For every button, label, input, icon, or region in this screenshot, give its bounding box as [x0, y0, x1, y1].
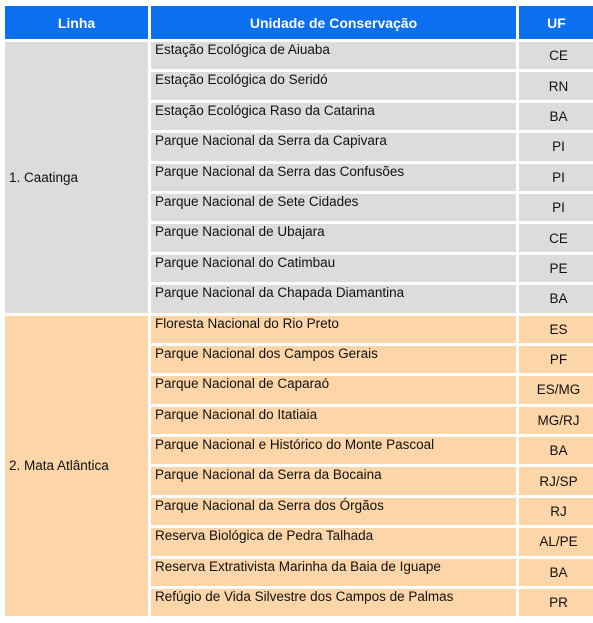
unit-name-cell: Parque Nacional de Sete Cidades [151, 194, 516, 221]
header-uf: UF [519, 6, 593, 39]
uf-cell: AL/PE [519, 528, 593, 555]
uf-cell: PR [519, 589, 593, 616]
unit-name-cell: Parque Nacional do Itatiaia [151, 407, 516, 434]
table-row [5, 316, 593, 343]
uf-cell: ES/MG [519, 376, 593, 403]
unit-name-cell: Parque Nacional da Serra da Capivara [151, 133, 516, 160]
uf-cell: PI [519, 194, 593, 221]
uf-cell: BA [519, 559, 593, 586]
header-row [5, 6, 593, 39]
uf-cell: MG/RJ [519, 407, 593, 434]
unit-name-cell: Parque Nacional de Ubajara [151, 224, 516, 251]
uf-cell: CE [519, 224, 593, 251]
unit-name-cell: Parque Nacional dos Campos Gerais [151, 346, 516, 373]
table-header [5, 6, 593, 39]
uf-cell: ES [519, 316, 593, 343]
uf-cell: BA [519, 437, 593, 464]
header-unidade: Unidade de Conservação [151, 6, 516, 39]
unit-name-cell: Estação Ecológica do Seridó [151, 72, 516, 99]
table-body [5, 42, 593, 616]
table-row [5, 42, 593, 69]
unit-name-cell: Estação Ecológica de Aiuaba [151, 42, 516, 69]
conservation-units-table [2, 3, 593, 619]
unit-name-cell: Parque Nacional da Serra dos Órgãos [151, 498, 516, 525]
uf-cell: BA [519, 103, 593, 130]
uf-cell: PI [519, 133, 593, 160]
uf-cell: RJ [519, 498, 593, 525]
unit-name-cell: Parque Nacional e Histórico do Monte Pascoal [151, 437, 516, 464]
uf-cell: PI [519, 164, 593, 191]
group-label: 2. Mata Atlântica [5, 316, 148, 617]
unit-name-cell: Floresta Nacional do Rio Preto [151, 316, 516, 343]
unit-name-cell: Refúgio de Vida Silvestre dos Campos de Palmas [151, 589, 516, 616]
unit-name-cell: Parque Nacional do Catimbau [151, 255, 516, 282]
header-linha: Linha [5, 6, 148, 39]
unit-name-cell: Parque Nacional de Caparaó [151, 376, 516, 403]
unit-name-cell: Parque Nacional da Chapada Diamantina [151, 285, 516, 312]
uf-cell: RJ/SP [519, 467, 593, 494]
group-label: 1. Caatinga [5, 42, 148, 313]
unit-name-cell: Reserva Biológica de Pedra Talhada [151, 528, 516, 555]
uf-cell: RN [519, 72, 593, 99]
unit-name-cell: Parque Nacional da Serra da Bocaina [151, 467, 516, 494]
unit-name-cell: Estação Ecológica Raso da Catarina [151, 103, 516, 130]
uf-cell: PE [519, 255, 593, 282]
uf-cell: BA [519, 285, 593, 312]
unit-name-cell: Parque Nacional da Serra das Confusões [151, 164, 516, 191]
unit-name-cell: Reserva Extrativista Marinha da Baia de Iguape [151, 559, 516, 586]
uf-cell: CE [519, 42, 593, 69]
uf-cell: PF [519, 346, 593, 373]
